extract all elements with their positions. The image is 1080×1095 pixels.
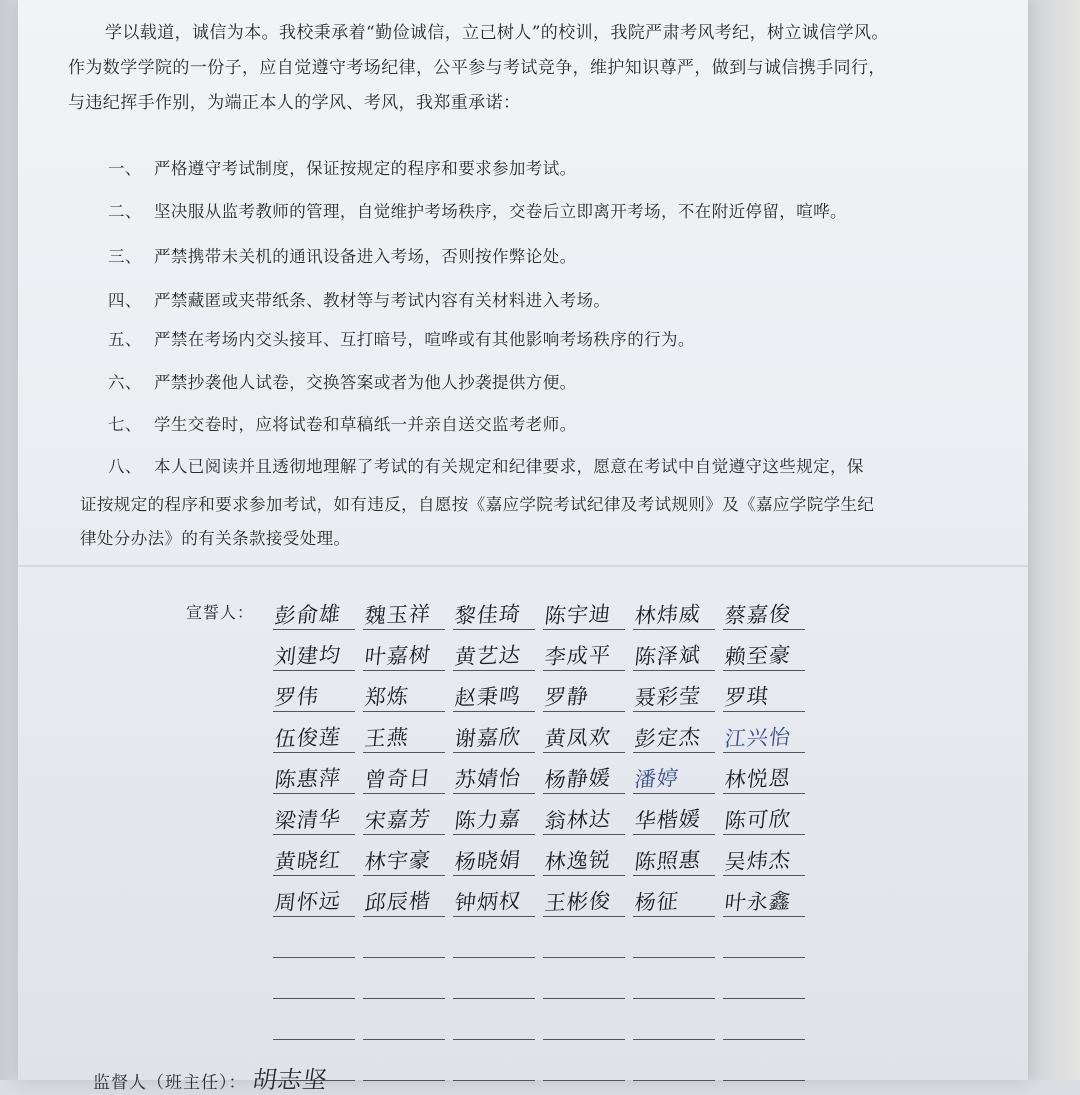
signature-row <box>273 677 813 718</box>
signature-line <box>273 1039 355 1040</box>
signature-cell <box>633 841 723 882</box>
handwritten-signature: 翁林达 <box>543 806 613 834</box>
signature-line <box>633 998 715 999</box>
handwritten-signature: 梁清华 <box>273 806 343 834</box>
signature-line <box>363 793 445 794</box>
signature-cell <box>723 595 813 636</box>
signature-cell <box>273 841 363 882</box>
signature-cell <box>543 800 633 841</box>
signature-cell <box>363 923 453 964</box>
signature-line <box>633 793 715 794</box>
signature-cell <box>453 595 543 636</box>
signature-cell <box>363 1046 453 1087</box>
signature-cell <box>543 964 633 1005</box>
handwritten-signature: 李成平 <box>543 642 613 670</box>
signature-cell <box>723 923 813 964</box>
signature-cell <box>543 882 633 923</box>
handwritten-signature: 曾奇日 <box>363 765 433 793</box>
signature-line <box>363 1039 445 1040</box>
signature-cell <box>723 1005 813 1046</box>
handwritten-signature: 彭俞雄 <box>273 601 343 629</box>
signature-line <box>543 957 625 958</box>
signature-line <box>543 834 625 835</box>
handwritten-signature: 叶嘉树 <box>363 642 433 670</box>
handwritten-signature: 江兴怡 <box>723 724 793 752</box>
signature-cell <box>453 841 543 882</box>
signature-cell <box>363 718 453 759</box>
handwritten-signature: 陈惠萍 <box>273 765 343 793</box>
oath-label: 宣誓人： <box>186 603 255 622</box>
signature-cell <box>363 800 453 841</box>
signature-line <box>453 1039 535 1040</box>
pledge-item-4 <box>108 287 610 311</box>
pledge-item-5 <box>108 326 695 350</box>
signature-line <box>543 752 625 753</box>
handwritten-signature: 林逸锐 <box>543 847 613 875</box>
signature-line <box>633 916 715 917</box>
signature-cell <box>543 1046 633 1087</box>
signature-line <box>543 629 625 630</box>
signature-cell <box>633 800 723 841</box>
item-text: 严禁携带未关机的通讯设备进入考场，否则按作弊论处。 <box>154 247 577 266</box>
signature-cell <box>273 1005 363 1046</box>
signature-row <box>273 759 813 800</box>
signature-line <box>543 998 625 999</box>
signature-cell <box>363 841 453 882</box>
handwritten-signature: 黄凤欢 <box>543 724 613 752</box>
handwritten-signature: 吴炜杰 <box>723 847 793 875</box>
handwritten-signature: 叶永鑫 <box>723 888 793 916</box>
signature-cell <box>453 677 543 718</box>
signature-cell <box>273 595 363 636</box>
handwritten-signature: 林悦恩 <box>723 765 793 793</box>
signature-cell <box>543 1005 633 1046</box>
handwritten-signature: 魏玉祥 <box>363 601 433 629</box>
signature-cell <box>543 923 633 964</box>
handwritten-signature: 黎佳琦 <box>453 601 523 629</box>
handwritten-signature: 周怀远 <box>273 888 343 916</box>
item-number: 八、 <box>108 457 142 476</box>
intro-line-1: 学以载道，诚信为本。我校秉承着“勤俭诚信，立己树人”的校训，我院严肃考风考纪，树立诚信学风。 <box>105 23 889 43</box>
signature-line <box>723 752 805 753</box>
signature-row <box>273 923 813 964</box>
background-wall <box>1020 0 1080 1080</box>
signature-cell <box>453 964 543 1005</box>
signature-cell <box>453 1046 543 1087</box>
signature-cell <box>723 718 813 759</box>
signature-cell <box>723 677 813 718</box>
handwritten-signature: 钟炳权 <box>453 888 523 916</box>
signature-cell <box>633 759 723 800</box>
signature-line <box>723 711 805 712</box>
item-8-line-2: 证按规定的程序和要求参加考试，如有违反，自愿按《嘉应学院考试纪律及考试规则》及《嘉应学院学生纪 <box>80 495 875 514</box>
signature-line <box>633 875 715 876</box>
signature-cell <box>543 677 633 718</box>
signature-line <box>363 957 445 958</box>
signature-cell <box>273 923 363 964</box>
item-text: 坚决服从监考教师的管理，自觉维护考场秩序，交卷后立即离开考场，不在附近停留，喧哗。 <box>154 202 847 221</box>
handwritten-signature: 罗琪 <box>723 684 771 710</box>
handwritten-signature: 宋嘉芳 <box>363 806 433 834</box>
signature-line <box>543 916 625 917</box>
handwritten-signature: 陈宇迪 <box>543 601 613 629</box>
signature-cell <box>363 677 453 718</box>
signature-row <box>273 1046 813 1087</box>
signature-line <box>453 998 535 999</box>
signature-cell <box>363 759 453 800</box>
signature-cell <box>543 718 633 759</box>
signature-cell <box>453 882 543 923</box>
item-text: 严禁藏匿或夹带纸条、教材等与考试内容有关材料进入考场。 <box>154 291 611 310</box>
signature-line <box>453 752 535 753</box>
signature-line <box>633 711 715 712</box>
signature-cell <box>363 882 453 923</box>
handwritten-signature: 王彬俊 <box>543 888 613 916</box>
signature-cell <box>633 1046 723 1087</box>
item-number: 二、 <box>108 202 142 221</box>
signature-line <box>543 670 625 671</box>
signature-line <box>723 1039 805 1040</box>
signature-cell <box>273 964 363 1005</box>
signature-line <box>453 629 535 630</box>
signature-row <box>273 964 813 1005</box>
item-8-line-3: 律处分办法》的有关条款接受处理。 <box>80 529 351 548</box>
signature-cell <box>273 718 363 759</box>
signature-line <box>723 998 805 999</box>
signature-line <box>363 875 445 876</box>
handwritten-signature: 林炜威 <box>633 601 703 629</box>
signature-cell <box>723 882 813 923</box>
signature-cell <box>363 964 453 1005</box>
signature-line <box>363 629 445 630</box>
pledge-item-1 <box>108 155 577 179</box>
item-text: 严禁在考场内交头接耳、互打暗号，喧哗或有其他影响考场秩序的行为。 <box>154 330 695 349</box>
signature-line <box>453 711 535 712</box>
handwritten-signature: 苏婧怡 <box>453 765 523 793</box>
item-number: 三、 <box>108 247 142 266</box>
pledge-item-6 <box>108 369 577 393</box>
signature-line <box>273 629 355 630</box>
signature-cell <box>453 923 543 964</box>
signature-line <box>723 1080 805 1081</box>
signature-row <box>273 595 813 636</box>
pledge-item-2 <box>108 198 847 222</box>
item-text: 本人已阅读并且透彻地理解了考试的有关规定和纪律要求，愿意在考试中自觉遵守这些规定，保 <box>154 457 864 476</box>
signature-cell <box>453 759 543 800</box>
intro-line-2: 作为数学学院的一份子，应自觉遵守考场纪律，公平参与考试竞争，维护知识尊严，做到与诚信携手同行， <box>68 58 886 78</box>
handwritten-signature: 伍俊莲 <box>273 724 343 752</box>
pledge-item-8 <box>108 453 864 477</box>
intro-line-3: 与违纪挥手作别，为端正本人的学风、考风，我郑重承诺： <box>68 93 521 113</box>
item-text: 严禁抄袭他人试卷，交换答案或者为他人抄袭提供方便。 <box>154 373 577 392</box>
signature-line <box>633 957 715 958</box>
signature-cell <box>543 595 633 636</box>
signature-cell <box>723 636 813 677</box>
handwritten-signature: 杨征 <box>633 889 681 915</box>
signature-line <box>363 998 445 999</box>
signature-line <box>633 752 715 753</box>
pledge-item-3 <box>108 243 577 267</box>
handwritten-signature: 王燕 <box>363 725 411 751</box>
signature-cell <box>363 595 453 636</box>
signature-line <box>543 711 625 712</box>
handwritten-signature: 陈泽斌 <box>633 642 703 670</box>
signature-line <box>273 916 355 917</box>
signature-cell <box>453 718 543 759</box>
handwritten-signature: 华楷媛 <box>633 806 703 834</box>
signature-line <box>633 834 715 835</box>
signature-line <box>543 875 625 876</box>
signature-cell <box>633 1005 723 1046</box>
signature-line <box>723 670 805 671</box>
signature-line <box>633 1039 715 1040</box>
handwritten-signature: 邱辰楷 <box>363 888 433 916</box>
handwritten-signature: 杨晓娟 <box>453 847 523 875</box>
signature-line <box>363 916 445 917</box>
handwritten-signature: 陈力嘉 <box>453 806 523 834</box>
signature-cell <box>633 882 723 923</box>
handwritten-signature: 黄晓红 <box>273 847 343 875</box>
item-number: 五、 <box>108 330 142 349</box>
signature-cell <box>273 636 363 677</box>
signature-row <box>273 882 813 923</box>
signature-cell <box>453 636 543 677</box>
handwritten-signature: 黄艺达 <box>453 642 523 670</box>
signature-line <box>273 875 355 876</box>
supervisor-line <box>93 1060 328 1095</box>
signature-line <box>633 670 715 671</box>
signature-line <box>723 916 805 917</box>
signature-cell <box>363 1005 453 1046</box>
signature-line <box>723 793 805 794</box>
pledge-document <box>18 0 1028 1094</box>
signature-cell <box>723 841 813 882</box>
handwritten-signature: 潘婷 <box>633 766 681 792</box>
item-number: 七、 <box>108 415 142 434</box>
signature-line <box>273 998 355 999</box>
signature-cell <box>543 841 633 882</box>
signature-line <box>363 711 445 712</box>
handwritten-signature: 林宇豪 <box>363 847 433 875</box>
signature-grid <box>273 595 813 1087</box>
signature-line <box>723 957 805 958</box>
signature-line <box>363 752 445 753</box>
signature-cell <box>723 1046 813 1087</box>
signature-line <box>453 916 535 917</box>
handwritten-signature: 谢嘉欣 <box>453 724 523 752</box>
signature-line <box>453 834 535 835</box>
signature-cell <box>633 964 723 1005</box>
handwritten-signature: 赵秉鸣 <box>453 683 523 711</box>
pledge-item-7 <box>108 411 577 435</box>
signature-line <box>363 1080 445 1081</box>
signature-cell <box>633 718 723 759</box>
item-text: 严格遵守考试制度，保证按规定的程序和要求参加考试。 <box>154 159 577 178</box>
signature-line <box>723 629 805 630</box>
handwritten-signature: 彭定杰 <box>633 724 703 752</box>
signature-line <box>273 793 355 794</box>
item-number: 六、 <box>108 373 142 392</box>
signature-line <box>453 957 535 958</box>
signature-cell <box>273 759 363 800</box>
signature-row <box>273 841 813 882</box>
signature-row <box>273 718 813 759</box>
paper-fold <box>18 565 1028 567</box>
signature-line <box>453 793 535 794</box>
supervisor-label: 监督人（班主任）： <box>93 1073 247 1093</box>
handwritten-signature: 聂彩莹 <box>633 683 703 711</box>
signature-line <box>273 752 355 753</box>
signature-cell <box>723 964 813 1005</box>
signature-cell <box>633 636 723 677</box>
signature-row <box>273 800 813 841</box>
handwritten-signature: 蔡嘉俊 <box>723 601 793 629</box>
signature-row <box>273 1005 813 1046</box>
signature-line <box>723 834 805 835</box>
signature-line <box>543 1039 625 1040</box>
signature-cell <box>723 800 813 841</box>
signature-cell <box>633 595 723 636</box>
handwritten-signature: 刘建均 <box>273 642 343 670</box>
signature-line <box>273 670 355 671</box>
signature-cell <box>363 636 453 677</box>
signature-line <box>543 1080 625 1081</box>
signature-line <box>363 834 445 835</box>
signature-cell <box>453 1005 543 1046</box>
signature-line <box>453 670 535 671</box>
signature-line <box>453 875 535 876</box>
signature-cell <box>543 759 633 800</box>
signature-line <box>453 1080 535 1081</box>
signature-row <box>273 636 813 677</box>
item-text: 学生交卷时，应将试卷和草稿纸一并亲自送交监考老师。 <box>154 415 577 434</box>
signature-cell <box>273 882 363 923</box>
signature-cell <box>723 759 813 800</box>
signature-cell <box>273 800 363 841</box>
signature-cell <box>453 800 543 841</box>
supervisor-signature: 胡志坚 <box>250 1066 330 1094</box>
signature-cell <box>633 923 723 964</box>
handwritten-signature: 杨静媛 <box>543 765 613 793</box>
signature-line <box>543 793 625 794</box>
signature-line <box>723 875 805 876</box>
handwritten-signature: 陈可欣 <box>723 806 793 834</box>
signature-line <box>633 1080 715 1081</box>
signature-line <box>273 834 355 835</box>
handwritten-signature: 罗静 <box>543 684 591 710</box>
signature-cell <box>633 677 723 718</box>
signature-line <box>273 711 355 712</box>
handwritten-signature: 陈照惠 <box>633 847 703 875</box>
signature-line <box>363 670 445 671</box>
signature-line <box>273 957 355 958</box>
signature-cell <box>273 677 363 718</box>
item-number: 四、 <box>108 291 142 310</box>
item-number: 一、 <box>108 159 142 178</box>
handwritten-signature: 罗伟 <box>273 684 321 710</box>
signature-cell <box>543 636 633 677</box>
signature-line <box>633 629 715 630</box>
handwritten-signature: 赖至豪 <box>723 642 793 670</box>
handwritten-signature: 郑炼 <box>363 684 411 710</box>
